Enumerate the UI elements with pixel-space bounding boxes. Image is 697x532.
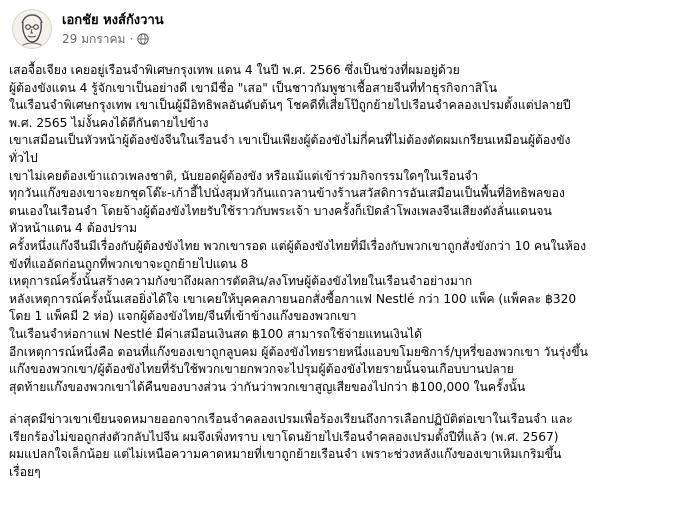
separator-dot: · <box>129 31 134 46</box>
post-body <box>9 62 689 482</box>
post-text-line: ครั้งหนึ่งแก๊งจีนมีเรื่องกับผู้ต้องขังไทย พวกเขารอด แต่ผู้ต้องขังไทยที่มีเรื่องกับพวกเขาถูกสั่งขังกว่า 10 คนในห้อง <box>9 238 587 253</box>
post-text-line: เขาเสมือนเป็นหัวหน้าผู้ต้องขังจีนในเรือนจำ เขาเป็นเพียงผู้ต้องขังไม่กี่คนที่ไม่ต้องตัดผมเกรียนเหมือนผู้ต้องขัง <box>9 133 571 148</box>
post-text-line: แก๊งของพวกเขา/ผู้ต้องขังไทยที่รับใช้พวกเขายกพวกจะไปรุมผู้ต้องขังไทยรายนั้นจนเกือบบานปลาย <box>9 362 514 377</box>
post-text-line: โดย 1 แพ็คมี 2 ห่อ) แจกผู้ต้องขังไทย/จีนที่เข้าข้างแก๊งของพวกเขา <box>9 309 357 324</box>
post-meta <box>62 12 164 47</box>
post-header <box>12 6 164 52</box>
post-paragraph <box>9 411 689 481</box>
post-text-line: พ.ศ. 2565 ไม่งั้นคงได้ตีกันตายไปข้าง <box>9 115 209 130</box>
post-text-line: หัวหน้าแดน 4 ต้องปราม <box>9 221 138 236</box>
post-text-line: ในเรือนจำห่อกาแฟ Nestlé มีค่าเสมือนเงินสด ฿100 สามารถใช้จ่ายแทนเงินได้ <box>9 326 423 341</box>
post-text-line: ผมแปลกใจเล็กน้อย แต่ไม่เหนือความคาดหมายที่เขาถูกย้ายเรือนจำ เพราะช่วงหลังแก๊งของเขาเหิมเกริมขึ้น <box>9 447 562 462</box>
globe-icon[interactable] <box>137 33 149 45</box>
post-text-line: หลังเหตุการณ์ครั้งนั้นเสอยิ่งได้ใจ เขาเคยให้บุคคลภายนอกสั่งซื้อกาแฟ Nestlé กว่า 100 แพ็ค (แพ็คละ ฿320 <box>9 291 577 306</box>
avatar-caricature-icon[interactable] <box>12 9 52 49</box>
post-text-line: ตนเองในเรือนจำ โดยจ้างผู้ต้องขังไทยรับใช้ราวกับพระเจ้า บางครั้งก็เปิดลำโพงเพลงจีนเสียงดังลั่นแดนจน <box>9 203 552 218</box>
post-date[interactable]: 29 มกราคม <box>62 31 126 46</box>
author-name[interactable]: เอกชัย หงส์กังวาน <box>62 12 164 28</box>
post-text-line: เหตุการณ์ครั้งนั้นสร้างความกังขาถึงผลการตัดสิน/ลงโทษผู้ต้องขังไทยในเรือนจำอย่างมาก <box>9 274 473 289</box>
post-text-line: สุดท้ายแก๊งของพวกเขาได้คืนของบางส่วน ว่ากันว่าพวกเขาสูญเสียของไปกว่า ฿100,000 ในครั้งนั้น <box>9 379 526 394</box>
post-text-line: ขังที่แออัดก่อนถูกที่พวกเขาจะถูกย้ายไปแดน 8 <box>9 256 249 271</box>
post-text-line: อีกเหตุการณ์หนึ่งคือ ตอนที่แก๊งของเขาถูกลูบคม ผู้ต้องขังไทยรายหนึ่งแอบขโมยซิการ์/บุหรี่ของพวกเขา วันรุ่งขึ้น <box>9 344 588 359</box>
post-text-line: เรื่อยๆ <box>9 465 41 480</box>
post-subline <box>62 31 164 47</box>
post-text-line: เรียกร้องไม่ขอถูกส่งตัวกลับไปจีน ผมจึงเพิ่งทราบ เขาโดนย้ายไปเรือนจำคลองเปรมตั้งปีที่แล้ว (พ.ศ. 2567) <box>9 429 559 444</box>
post-text-line: ผู้ต้องขังแดน 4 รู้จักเขาเป็นอย่างดี เขามีชื่อ "เสอ" เป็นชาวกัมพูชาเชื้อสายจีนที่ทำธุรกิจกาสิโน <box>9 80 498 95</box>
post-text-line: เขาไม่เคยต้องเข้าแถวเพลงชาติ, นับยอดผู้ต้องขัง หรือแม้แต่เข้าร่วมกิจกรรมใดๆในเรือนจำ <box>9 168 479 183</box>
post-text-line: ทุกวันแก๊งของเขาจะยกชุดโต๊ะ-เก้าอี้ไปนั่งสุมหัวกันแถวลานข้างร้านสวัสดิการอันเสมือนเป็นพื้นที่อิทธิพลของ <box>9 186 565 201</box>
post-text-line: ในเรือนจำพิเศษกรุงเทพ เขาเป็นผู้มีอิทธิพลอันดับต้นๆ โชคดีที่เสี่ยโป๊ถูกย้ายไปเรือนจำคลองเปรมตั้งแต่ปลายปี <box>9 98 571 113</box>
post-paragraph <box>9 62 689 396</box>
post-text-line: ล่าสุดมีข่าวเขาเขียนจดหมายออกจากเรือนจำคลองเปรมเพื่อร้องเรียนถึงการเลือกปฏิบัติต่อเขาในเรือนจำ และ <box>9 412 573 427</box>
post-text-line: ทั่วไป <box>9 150 38 165</box>
post-text-line: เสอจื้อเจียง เคยอยู่เรือนจำพิเศษกรุงเทพ แดน 4 ในปี พ.ศ. 2566 ซึ่งเป็นช่วงที่ผมอยู่ด้วย <box>9 63 460 77</box>
